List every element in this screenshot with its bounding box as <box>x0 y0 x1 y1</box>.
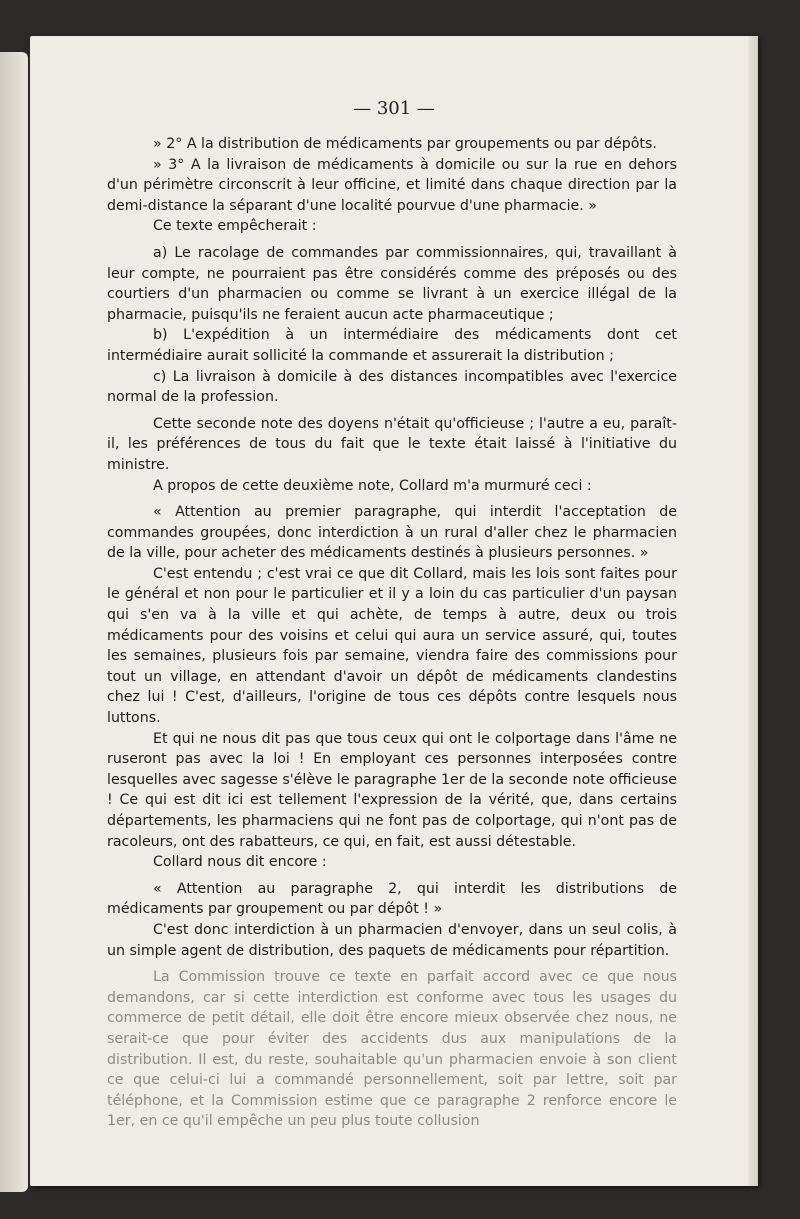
paragraph: Collard nous dit encore : <box>153 854 327 871</box>
paragraph: « Attention au premier paragraphe, qui interdit l'acceptation de commandes groupées, donc interdiction à un rural d'aller chez le pharmacien de la ville, pour acheter des médicaments destinés à plusieurs personnes. » <box>107 504 677 562</box>
facing-page-edge <box>0 52 28 1192</box>
page-number: — 301 — <box>353 98 435 119</box>
body-text <box>107 134 677 1132</box>
paragraph: c) La livraison à domicile à des distances incompatibles avec l'exercice normal de la profession. <box>107 368 677 406</box>
paragraph: a) Le racolage de commandes par commissionnaires, qui, travaillant à leur compte, ne pourraient pas être considérés comme des préposés ou des courtiers d'un pharmacien ou comme se livrant à un exercice illégal de la pharmacie, puisqu'ils ne feraient aucun acte pharmaceutique ; <box>107 244 677 323</box>
paragraph: Cette seconde note des doyens n'était qu'officieuse ; l'autre a eu, paraît-il, les préférences de tous du fait que le texte était laissé à l'initiative du ministre. <box>107 415 677 473</box>
paragraph: « Attention au paragraphe 2, qui interdit les distributions de médicaments par groupement ou par dépôt ! » <box>107 880 677 918</box>
paragraph: Ce texte empêcherait : <box>153 218 317 235</box>
paragraph: C'est donc interdiction à un pharmacien d'envoyer, dans un seul colis, à un simple agent de distribution, des paquets de médicaments pour répartition. <box>107 921 677 959</box>
document-page <box>30 36 758 1186</box>
paragraph: Et qui ne nous dit pas que tous ceux qui ont le colportage dans l'âme ne ruseront pas avec la loi ! En employant ces personnes interposées contre lesquelles avec sagesse s'élève le paragraphe 1er de la seconde note officieuse ! Ce qui est dit ici est tellement l'expression de la vérité, que, dans certains départements, les pharmaciens qui ne font pas de colportage, qui n'ont pas de racoleurs, ont des rabatteurs, ce qui, en fait, est aussi détestable. <box>107 730 677 850</box>
page-edge <box>748 36 758 1186</box>
paragraph: » 3° A la livraison de médicaments à domicile ou sur la rue en dehors d'un périmètre circonscrit à leur officine, et limité dans chaque direction par la demi-distance la séparant d'une localité pourvue d'une pharmacie. » <box>107 156 677 214</box>
paragraph: » 2° A la distribution de médicaments par groupements ou par dépôts. <box>153 136 657 152</box>
paragraph: La Commission trouve ce texte en parfait accord avec ce que nous demandons, car si cette interdiction est conforme avec tous les usages du commerce de petit détail, elle doit être encore mieux observée chez nous, ne serait-ce que pour éviter des accidents dus aux manipulations de la distribution. Il est, du reste, souhaitable qu'un pharmacien envoie à son client ce que celui-ci lui a commandé personnellement, soit par lettre, soit par téléphone, et la Commission estime que ce paragraphe 2 renforce encore le 1er, en ce qu'il empêche un peu plus toute collusion <box>107 969 677 1130</box>
paragraph: A propos de cette deuxième note, Collard m'a murmuré ceci : <box>153 477 592 494</box>
paragraph: C'est entendu ; c'est vrai ce que dit Collard, mais les lois sont faites pour le général et non pour le particulier et il y a loin du cas particulier d'un paysan qui s'en va à la ville et qui achète, de temps à autre, deux ou trois médicaments pour des voisins et celui qui aura un service assuré, qui, toutes les semaines, plusieurs fois par semaine, viendra faire des commissions pour tout un village, en attendant d'avoir un dépôt de médicaments clandestins chez lui ! C'est, d'ailleurs, l'origine de tous ces dépôts contre lesquels nous luttons. <box>107 565 677 727</box>
paragraph: b) L'expédition à un intermédiaire des médicaments dont cet intermédiaire aurait sollicité la commande et assurerait la distribution ; <box>107 327 677 364</box>
